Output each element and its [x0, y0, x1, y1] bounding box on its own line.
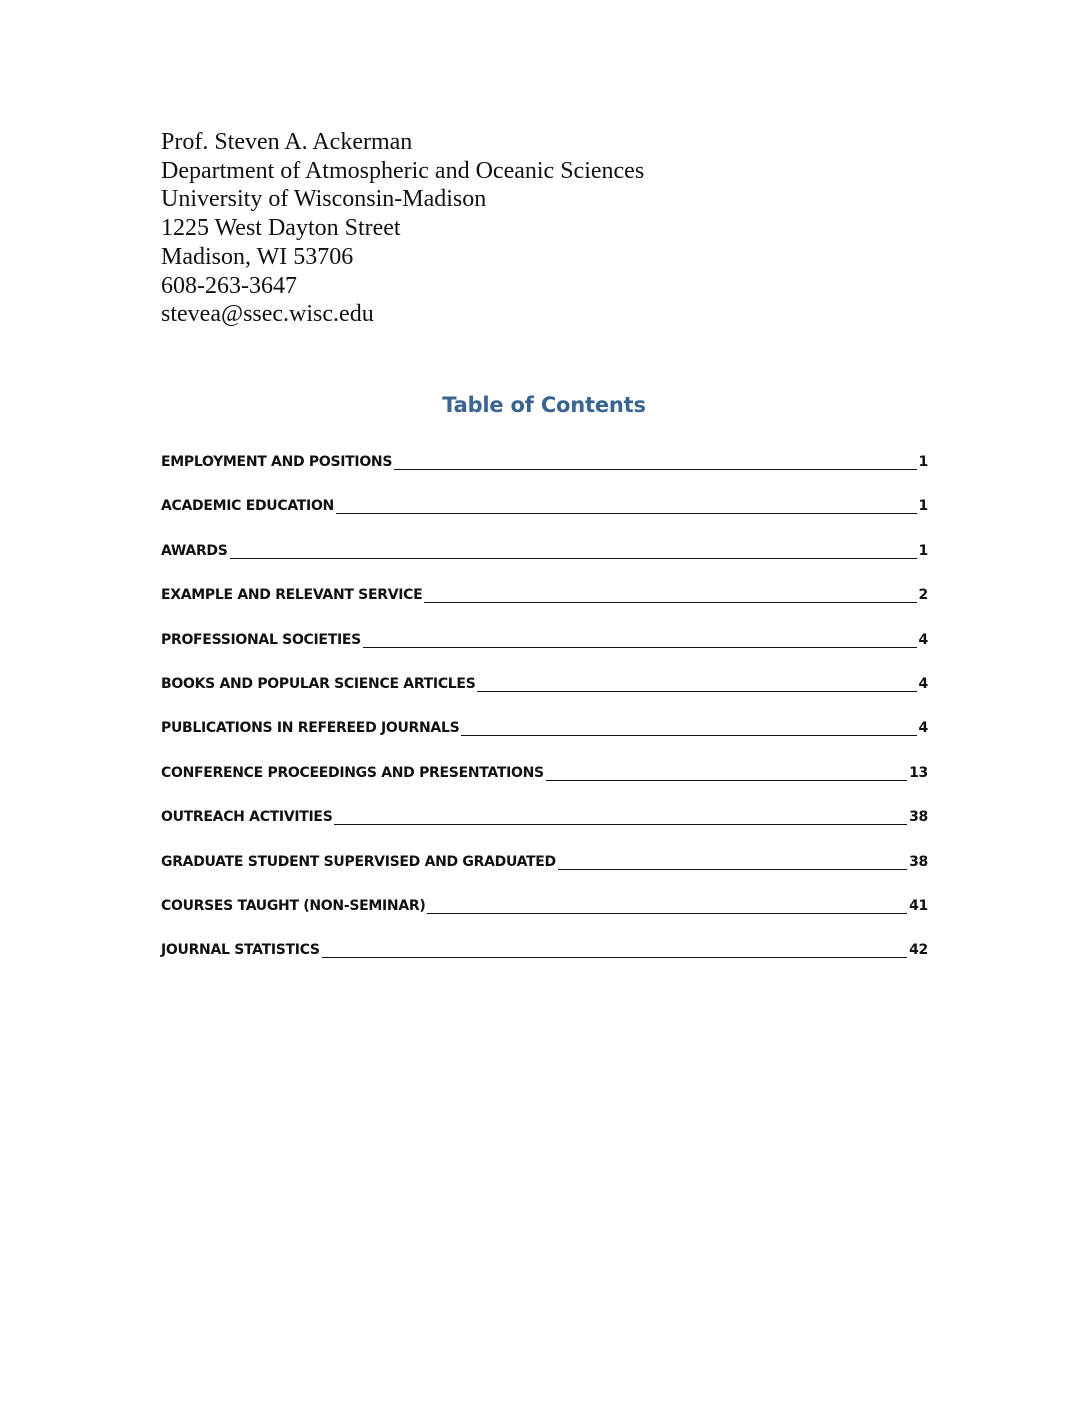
toc-entry-label: EMPLOYMENT AND POSITIONS [161, 454, 393, 470]
toc-entry-label: JOURNAL STATISTICS [161, 942, 320, 959]
contact-street: 1225 West Dayton Street [161, 215, 401, 242]
toc-entry-page: 4 [918, 631, 928, 648]
table-of-contents [161, 450, 928, 983]
toc-entry-employment[interactable] [161, 450, 928, 494]
toc-entry-label: BOOKS AND POPULAR SCIENCE ARTICLES [161, 675, 476, 692]
toc-entry-page: 41 [909, 897, 928, 914]
toc-entry-graduate-students[interactable] [161, 850, 928, 894]
toc-entry-page: 1 [918, 454, 928, 470]
toc-entry-label: GRADUATE STUDENT SUPERVISED AND GRADUATED [161, 853, 556, 870]
toc-entry-page: 38 [909, 809, 928, 826]
toc-entry-courses-taught[interactable] [161, 894, 928, 938]
contact-name: Prof. Steven A. Ackerman [161, 129, 413, 155]
contact-university: University of Wisconsin-Madison [161, 186, 487, 213]
toc-entry-publications[interactable] [161, 716, 928, 760]
toc-entry-label: ACADEMIC EDUCATION [161, 498, 334, 515]
toc-entry-underline [161, 558, 928, 559]
toc-entry-professional-societies[interactable] [161, 628, 928, 672]
toc-entry-label: EXAMPLE AND RELEVANT SERVICE [161, 587, 423, 604]
contact-block [161, 128, 644, 329]
toc-entry-journal-statistics[interactable] [161, 938, 928, 982]
contact-city: Madison, WI 53706 [161, 243, 354, 270]
toc-entry-page: 42 [909, 942, 928, 959]
toc-entry-service[interactable] [161, 583, 928, 627]
toc-entry-label: AWARDS [161, 542, 228, 559]
toc-entry-conference-proceedings[interactable] [161, 761, 928, 805]
toc-entry-page: 38 [909, 853, 928, 870]
toc-entry-books[interactable] [161, 672, 928, 716]
toc-entry-label: OUTREACH ACTIVITIES [161, 809, 333, 826]
toc-entry-academic-education[interactable] [161, 494, 928, 538]
contact-phone: 608-263-3647 [161, 272, 297, 299]
toc-entry-page: 1 [918, 542, 928, 559]
toc-title: Table of Contents [442, 393, 646, 417]
toc-entry-label: PROFESSIONAL SOCIETIES [161, 631, 361, 648]
contact-department: Department of Atmospheric and Oceanic Sciences [161, 157, 645, 184]
toc-entry-page: 13 [909, 764, 928, 781]
toc-entry-page: 4 [918, 675, 928, 692]
toc-entry-label: CONFERENCE PROCEEDINGS AND PRESENTATIONS [161, 764, 544, 781]
toc-entry-page: 4 [918, 720, 928, 737]
toc-entry-awards[interactable] [161, 539, 928, 583]
toc-entry-page: 1 [918, 498, 928, 515]
toc-entry-label: COURSES TAUGHT (NON-SEMINAR) [161, 897, 426, 914]
contact-email: stevea@ssec.wisc.edu [161, 301, 374, 328]
toc-entry-label: PUBLICATIONS IN REFEREED JOURNALS [161, 720, 460, 737]
toc-entry-page: 2 [918, 587, 928, 604]
toc-entry-outreach[interactable] [161, 805, 928, 849]
